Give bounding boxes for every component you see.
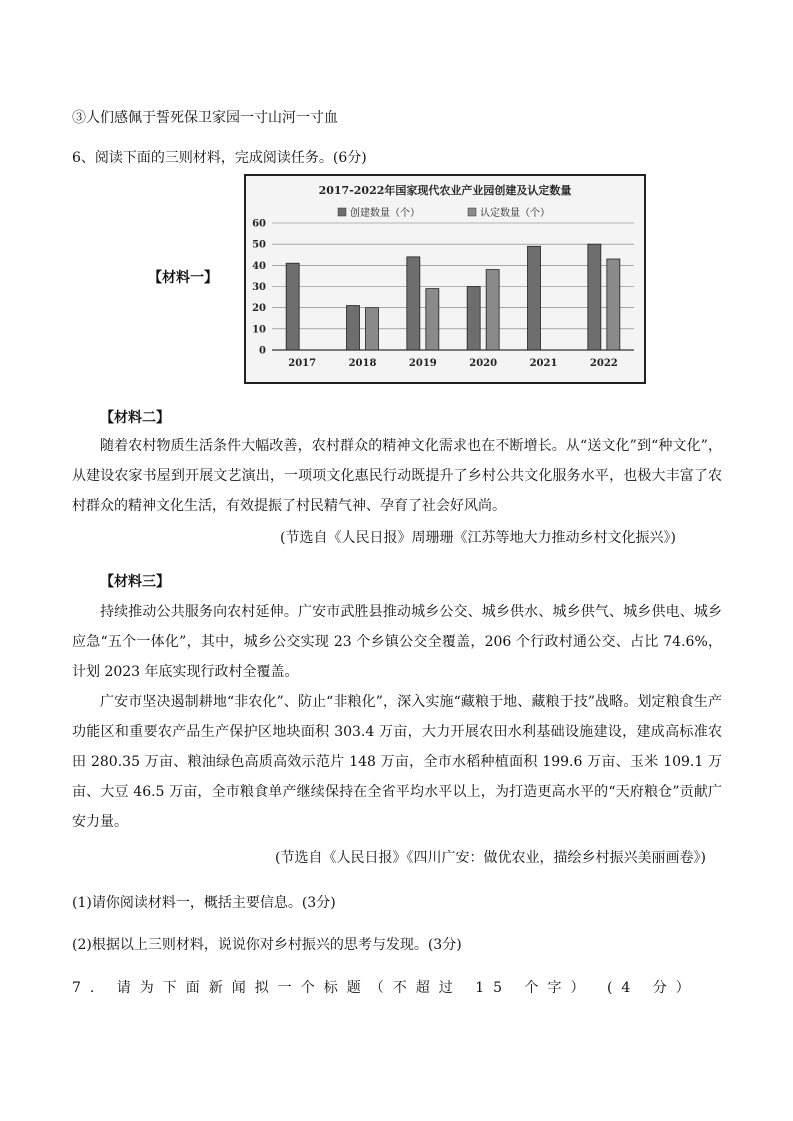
question-7-heading: 7. 请为下面新闻拟一个标题（不超过 15 个字） (4 分） xyxy=(72,980,699,996)
material-2-label: 【材料二】 xyxy=(100,410,170,426)
legend-swatch-1 xyxy=(338,208,346,216)
y-tick-label-60: 60 xyxy=(252,218,266,230)
material-3-label: 【材料三】 xyxy=(100,574,170,590)
material-3-source: (节选自《人民日报》《四川广安：做优农业，描绘乡村振兴美丽画卷》) xyxy=(275,850,706,866)
material-2-paragraph: 随着农村物质生活条件大幅改善，农村群众的精神文化需求也在不断增长。从“送文化”到“种文化”，从建设农家书屋到开展文艺演出，一项项文化惠民行动既提升了乡村公共文化服务水平，也极大丰富了农村群众的精神文化生活，有效提振了村民精气神、孕育了社会好风尚。 xyxy=(72,438,722,514)
x-tick-label-2020: 2020 xyxy=(469,358,498,369)
y-tick-label-40: 40 xyxy=(252,260,266,272)
bar-2018-series-2 xyxy=(366,308,379,350)
bar-2022-series-2 xyxy=(607,259,620,350)
material-2-source: (节选自《人民日报》周珊珊《江苏等地大力推动乡村文化振兴》) xyxy=(280,530,676,546)
sub-question-1: (1)请你阅读材料一，概括主要信息。(3分) xyxy=(72,895,336,911)
y-tick-label-20: 20 xyxy=(252,303,266,315)
chart-title: 2017-2022年国家现代农业产业园创建及认定数量 xyxy=(318,184,572,197)
material-1-label: 【材料一】 xyxy=(148,270,218,286)
question-6-heading: 6、阅读下面的三则材料，完成阅读任务。(6分) xyxy=(72,150,367,166)
bar-2020-series-2 xyxy=(486,270,499,350)
bar-chart-svg xyxy=(246,176,644,382)
bar-2020-series-1 xyxy=(467,287,480,351)
y-tick-label-30: 30 xyxy=(252,282,266,293)
x-tick-label-2022: 2022 xyxy=(589,358,618,369)
x-tick-label-2019: 2019 xyxy=(408,358,437,369)
bar-2018-series-1 xyxy=(347,306,360,350)
y-tick-label-10: 10 xyxy=(252,324,266,336)
legend-label-1: 创建数量（个） xyxy=(350,208,420,219)
bar-2017-series-1 xyxy=(286,263,299,350)
y-tick-label-50: 50 xyxy=(252,239,266,251)
legend-label-2: 认定数量（个） xyxy=(480,208,550,219)
material-3-paragraph-2: 广安市坚决遏制耕地“非农化”、防止“非粮化”，深入实施“藏粮于地、藏粮于技”战略。划定粮食生产功能区和重要农产品生产保护区地块面积 303.4 万亩，大力开展农田水利基础设施建设，建成高标准农田 280.35 万亩、粮油绿色高质高效示范片 148 万亩，全市水稻种植面积 199.6 万亩、玉米 109.1 万亩、大豆 46.5 万亩，全市粮食单产继续保持在全省平均水平以上，为打造更高水平的“天府粮仓”贡献广安力量。 xyxy=(72,694,722,830)
bar-2019-series-1 xyxy=(407,257,420,350)
bar-2022-series-1 xyxy=(588,244,601,350)
bar-2019-series-2 xyxy=(426,289,439,350)
x-tick-label-2018: 2018 xyxy=(348,358,377,369)
bar-2021-series-1 xyxy=(528,246,541,350)
material-3-paragraph-1: 持续推动公共服务向农村延伸。广安市武胜县推动城乡公交、城乡供水、城乡供气、城乡供电、城乡应急“五个一体化”，其中，城乡公交实现 23 个乡镇公交全覆盖，206 个行政村通公交、占比 74.6%，计划 2023 年底实现行政村全覆盖。 xyxy=(72,604,722,680)
x-tick-label-2021: 2021 xyxy=(529,358,558,369)
bar-chart xyxy=(244,174,646,384)
legend-swatch-2 xyxy=(468,208,476,216)
y-tick-label-0: 0 xyxy=(259,345,266,357)
sub-question-2: (2)根据以上三则材料，说说你对乡村振兴的思考与发现。(3分) xyxy=(72,937,462,953)
item-3-line: ③人们感佩于誓死保卫家园一寸山河一寸血 xyxy=(72,110,338,126)
x-tick-label-2017: 2017 xyxy=(288,358,317,369)
